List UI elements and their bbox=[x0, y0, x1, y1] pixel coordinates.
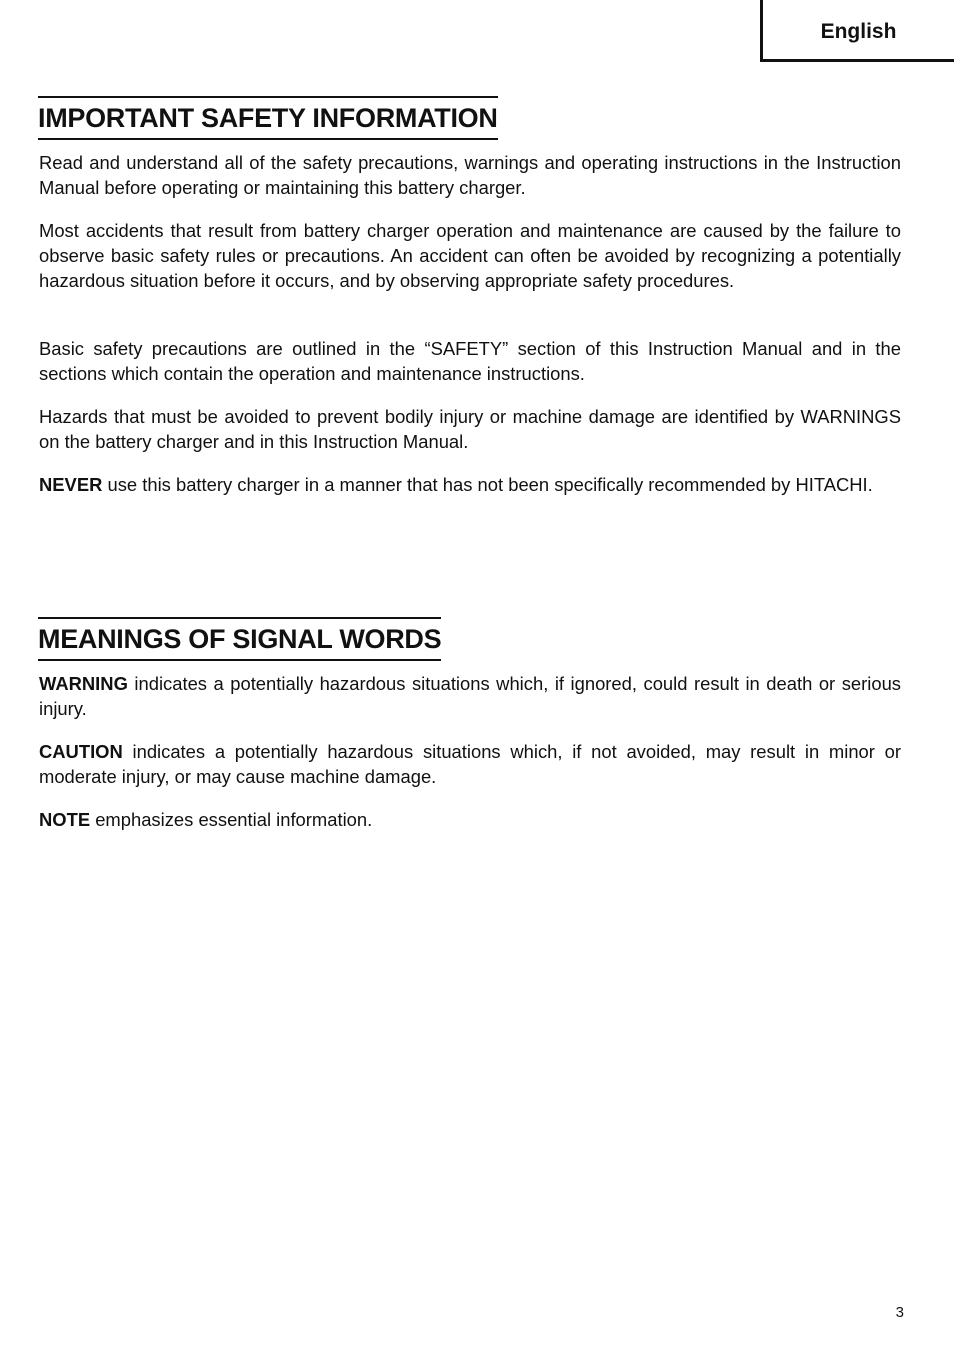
never-text: use this battery charger in a manner that has not been specifically recommended by HITACHI. bbox=[102, 474, 873, 495]
signal-term-caution: CAUTION bbox=[39, 741, 123, 762]
signal-term-note: NOTE bbox=[39, 809, 91, 830]
page-number: 3 bbox=[895, 1304, 904, 1321]
signal-item-warning bbox=[39, 671, 901, 721]
signal-text-caution: indicates a potentially hazardous situations which, if not avoided, may result in minor or moderate injury, or may cause machine damage. bbox=[39, 741, 901, 787]
signal-item-caution bbox=[39, 739, 901, 789]
safety-paragraph-4: Hazards that must be avoided to prevent bodily injury or machine damage are identified by WARNINGS on the battery charger and in this Instruction Manual. bbox=[39, 406, 901, 452]
safety-paragraph-3: Basic safety precautions are outlined in the “SAFETY” section of this Instruction Manual and in the sections which contain the operation and maintenance instructions. bbox=[39, 338, 901, 384]
important-safety-heading: IMPORTANT SAFETY INFORMATION bbox=[38, 96, 498, 140]
language-tab bbox=[760, 0, 954, 62]
safety-paragraph-1: Read and understand all of the safety precautions, warnings and operating instructions in the Instruction Manual before operating or maintaining this battery charger. bbox=[39, 152, 901, 198]
never-lead: NEVER bbox=[39, 474, 103, 495]
never-note bbox=[39, 472, 901, 497]
signal-words-heading: MEANINGS OF SIGNAL WORDS bbox=[38, 617, 441, 661]
signal-item-note bbox=[39, 807, 901, 832]
signal-text-note: emphasizes essential information. bbox=[90, 809, 373, 830]
signal-text-warning: indicates a potentially hazardous situations which, if ignored, could result in death or serious injury. bbox=[39, 673, 901, 719]
signal-term-warning: WARNING bbox=[39, 673, 128, 694]
safety-paragraph-2: Most accidents that result from battery charger operation and maintenance are caused by the failure to observe basic safety rules or precautions. An accident can often be avoided by recognizing a potentially hazardous situation before it occurs, and by observing appropriate safety procedures. bbox=[39, 220, 901, 291]
language-label: English bbox=[820, 19, 897, 43]
